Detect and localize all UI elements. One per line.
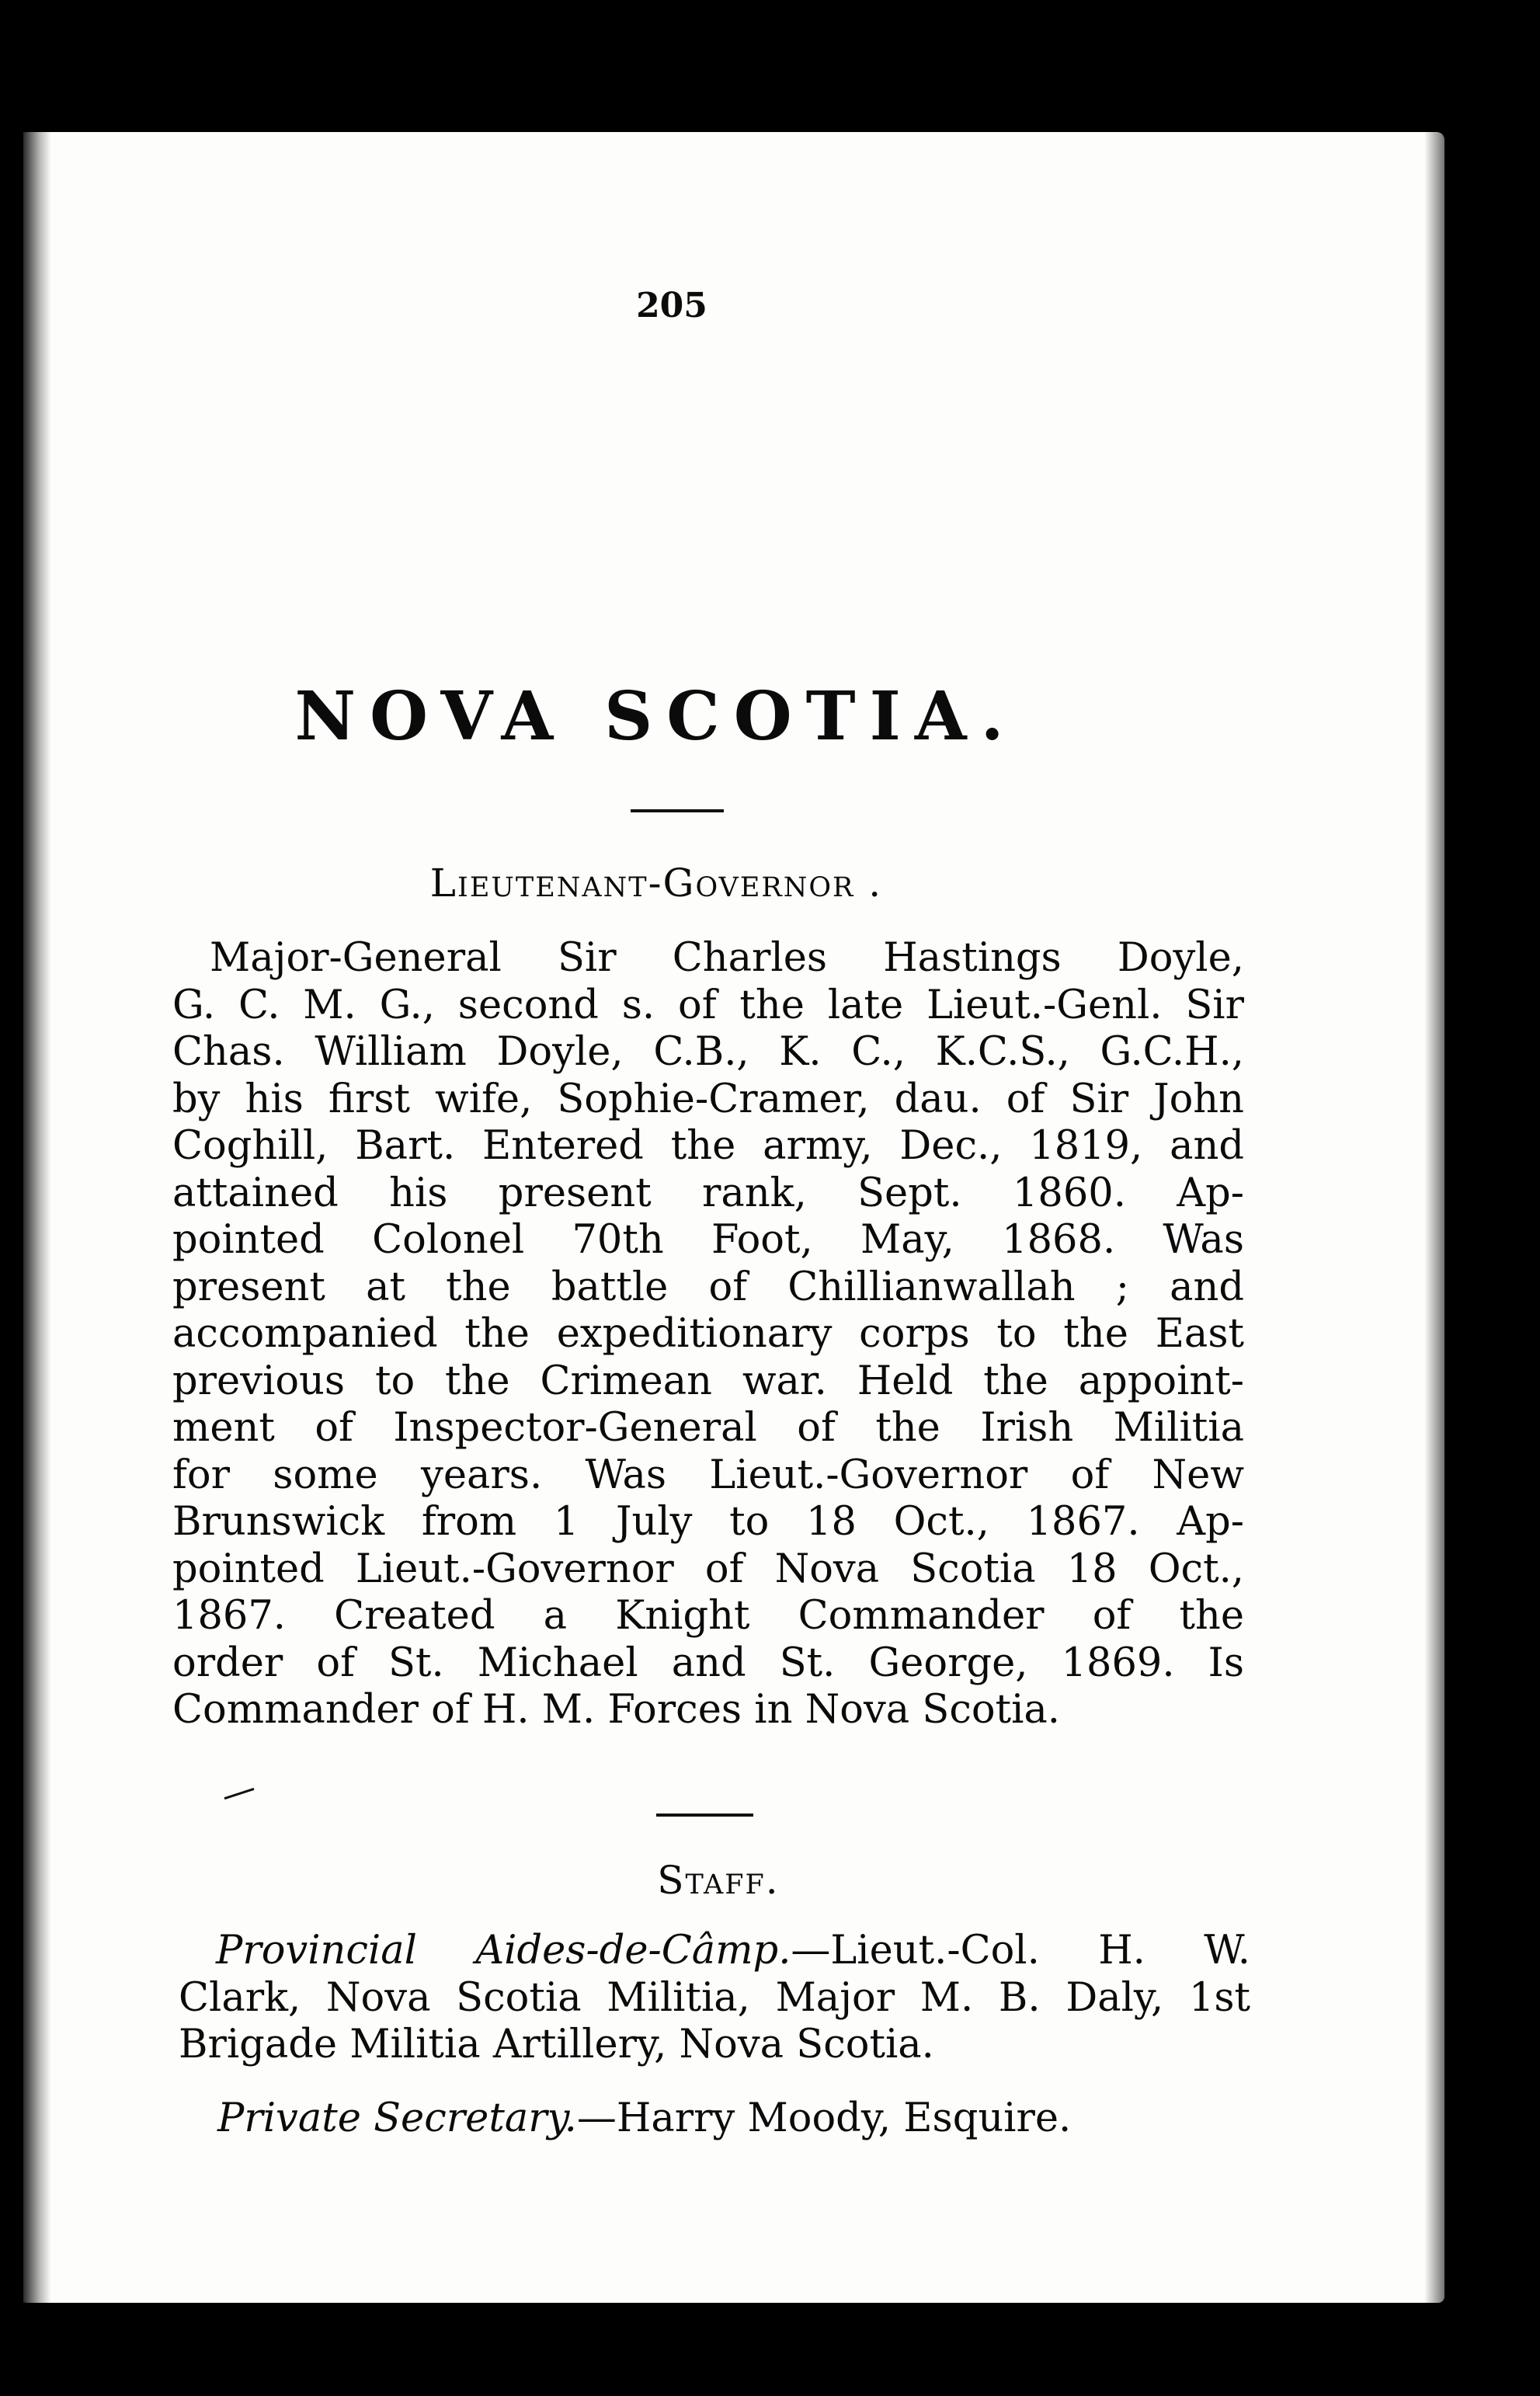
staff-entry-aides-de-camp <box>179 1928 1250 2069</box>
text-line: G. C. M. G., second s. of the late Lieut.-Genl. Sir <box>172 982 1244 1028</box>
title-divider <box>631 809 724 812</box>
staff-entry-private-secretary <box>217 2095 1071 2141</box>
text-line: Coghill, Bart. Entered the army, Dec., 1819, and <box>172 1123 1244 1169</box>
text-line: previous to the Crimean war. Held the appoint- <box>172 1358 1244 1404</box>
text-line: accompanied the expeditionary corps to the East <box>172 1311 1244 1357</box>
section-heading-staff: Staff. <box>657 1858 780 1903</box>
text-line: pointed Lieut.-Governor of Nova Scotia 18 Oct., <box>172 1546 1244 1592</box>
text-line: Clark, Nova Scotia Militia, Major M. B. Daly, 1st <box>179 1974 1250 2021</box>
text-line: 1867. Created a Knight Commander of the <box>172 1593 1244 1639</box>
ink-mark <box>224 1788 255 1800</box>
text-line: Chas. William Doyle, C.B., K. C., K.C.S., G.C.H., <box>172 1029 1244 1075</box>
text-line: order of St. Michael and St. George, 1869. Is <box>172 1640 1244 1686</box>
page-spine-shadow <box>23 132 51 2303</box>
text-line <box>179 1928 1250 1975</box>
section-heading-lieutenant-governor: Lieutenant-Governor . <box>429 861 883 906</box>
governor-biography <box>172 935 1244 1734</box>
entry-label: Private Secretary. <box>217 2095 577 2141</box>
text-line: Brigade Militia Artillery, Nova Scotia. <box>179 2022 934 2067</box>
book-page <box>23 132 1444 2303</box>
text-line: Commander of H. M. Forces in Nova Scotia. <box>172 1687 1061 1733</box>
page-title: NOVA SCOTIA. <box>294 677 1018 756</box>
text-line: Major-General Sir Charles Hastings Doyle, <box>210 935 1244 981</box>
page-edge-shadow <box>1424 132 1444 2303</box>
entry-text: —Lieut.-Col. H. W. <box>791 1928 1250 1973</box>
entry-text: —Harry Moody, Esquire. <box>576 2095 1072 2141</box>
text-line: attained his present rank, Sept. 1860. Ap- <box>172 1170 1244 1216</box>
text-line: pointed Colonel 70th Foot, May, 1868. Was <box>172 1217 1244 1263</box>
text-line: Brunswick from 1 July to 18 Oct., 1867. Ap- <box>172 1499 1244 1545</box>
text-line: ment of Inspector-General of the Irish Militia <box>172 1405 1244 1451</box>
page-number: 205 <box>636 286 707 325</box>
text-line: present at the battle of Chillianwallah ; and <box>172 1264 1244 1310</box>
section-divider <box>656 1814 753 1817</box>
text-line: for some years. Was Lieut.-Governor of New <box>172 1452 1244 1498</box>
text-line: by his first wife, Sophie-Cramer, dau. of Sir John <box>172 1076 1244 1122</box>
entry-label: Provincial Aides-de-Câmp. <box>216 1928 791 1973</box>
